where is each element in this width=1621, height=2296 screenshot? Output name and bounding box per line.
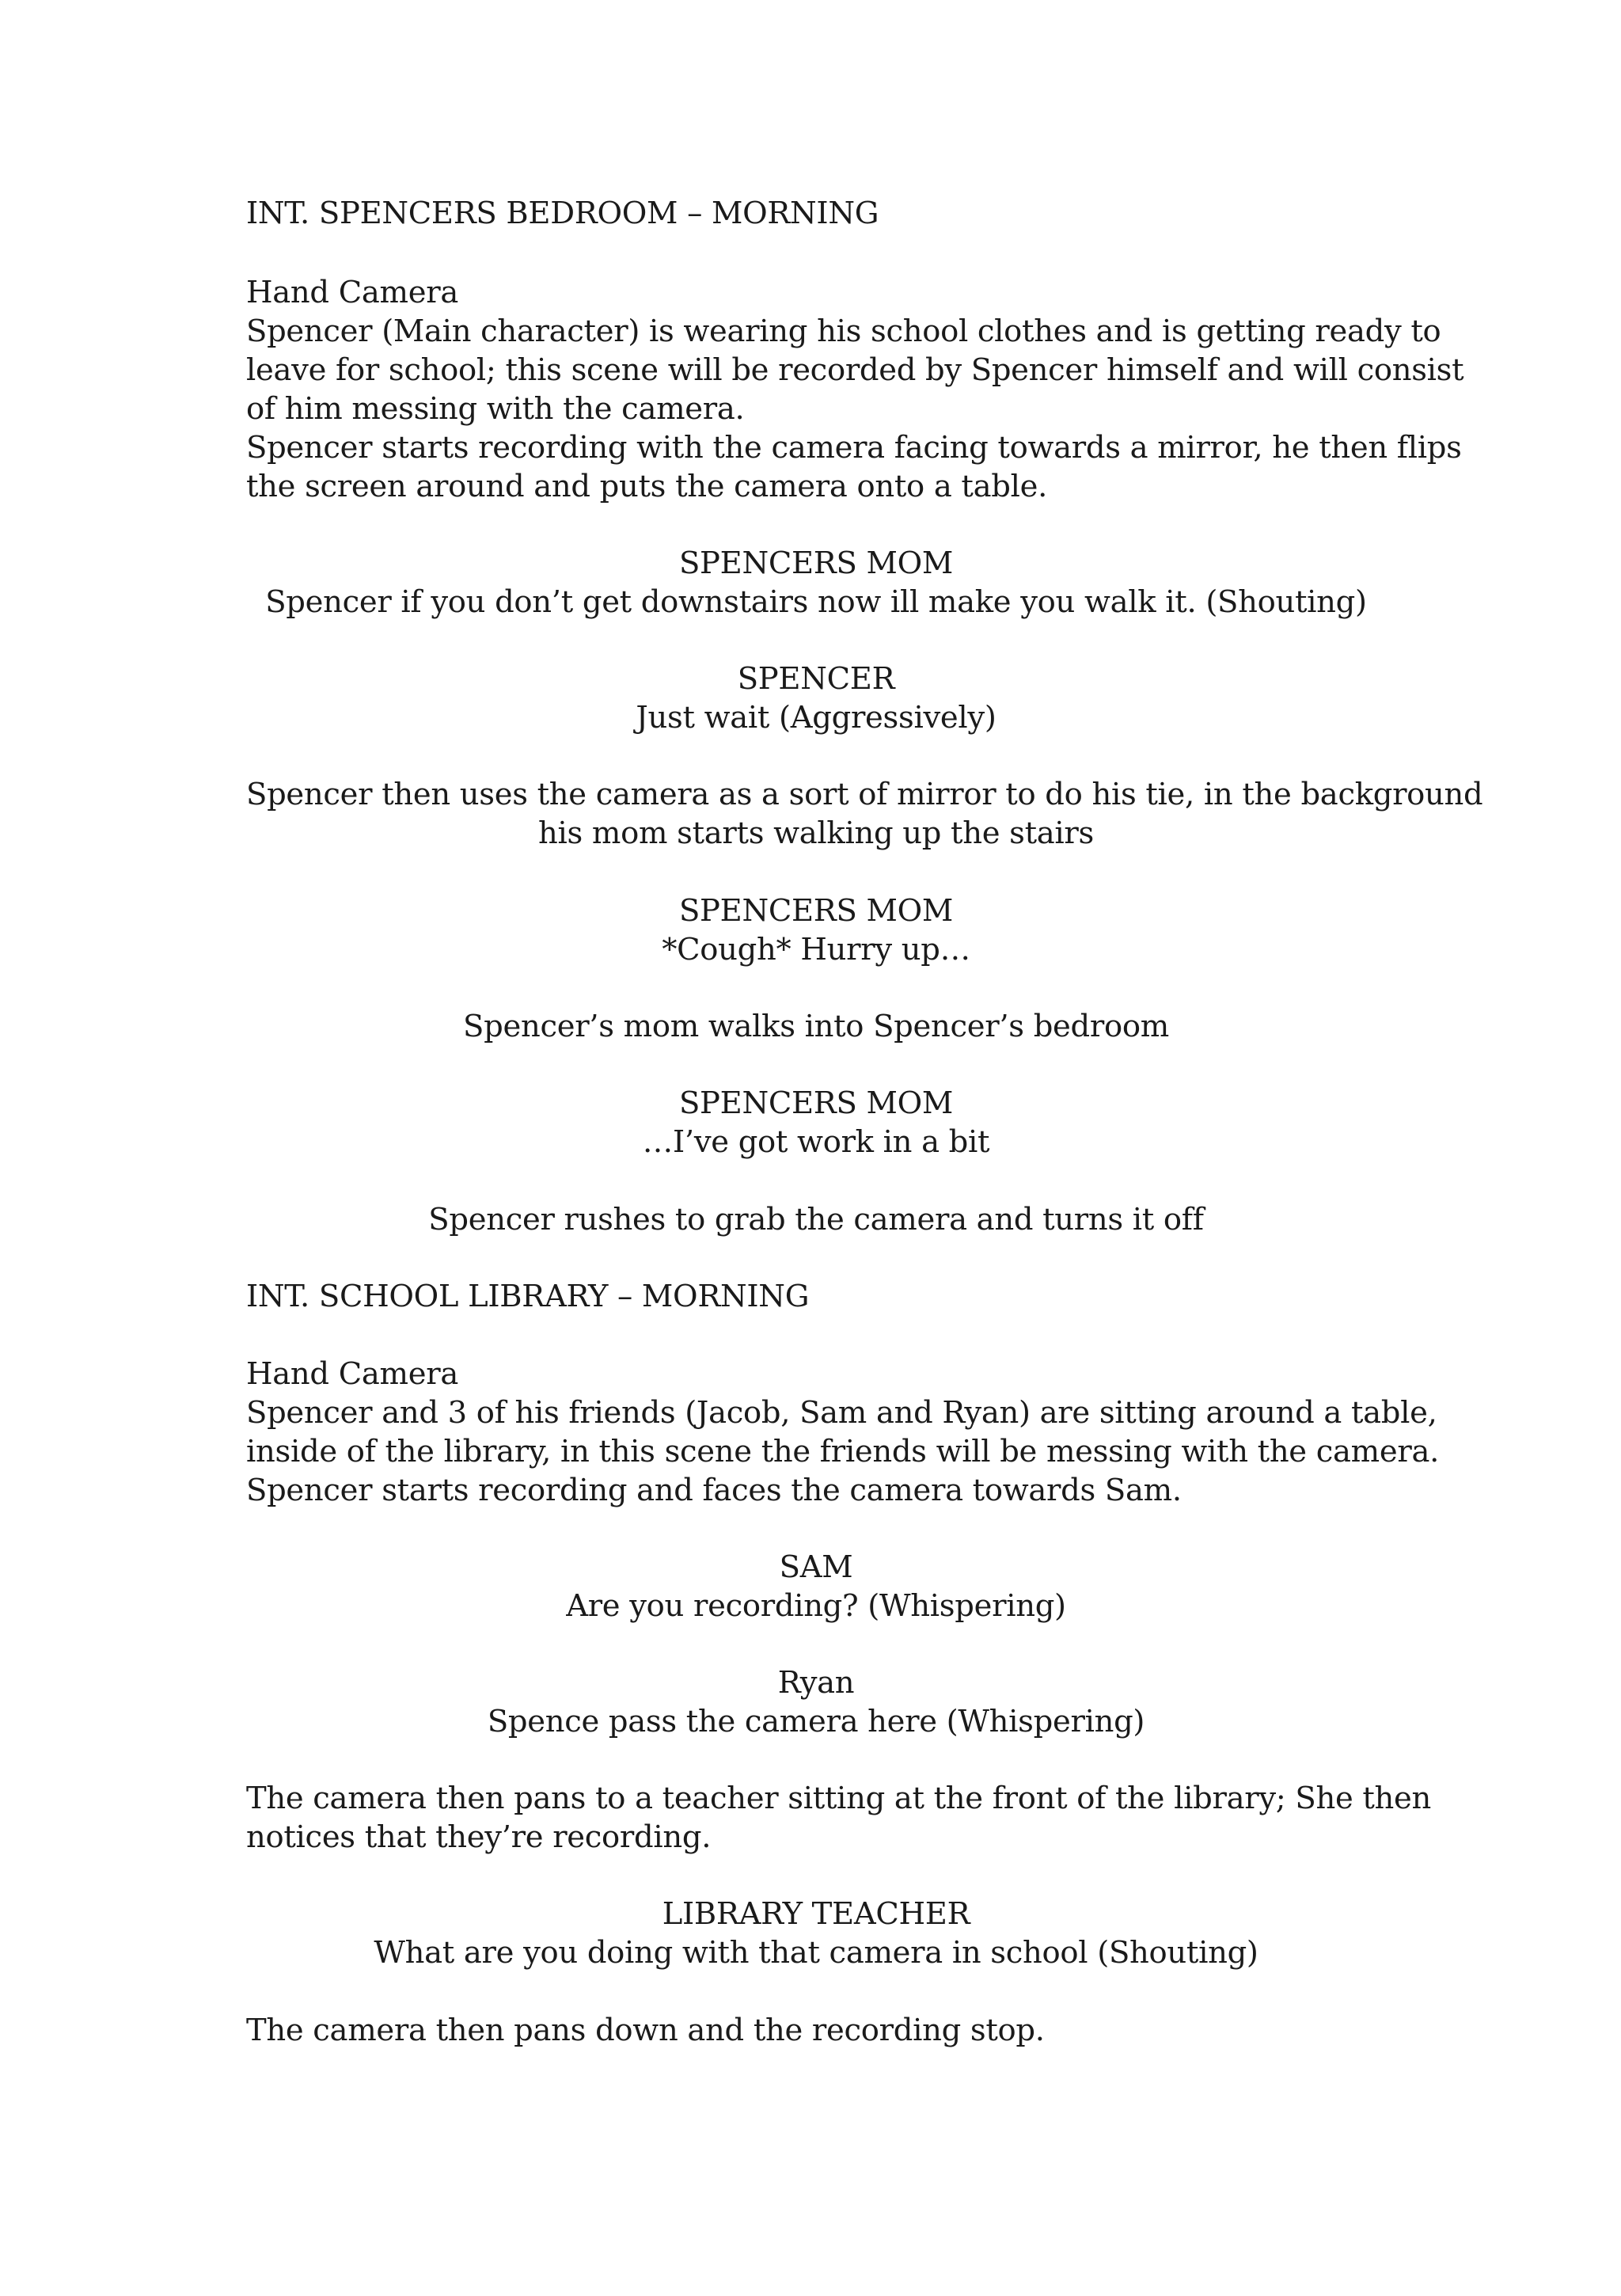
character-name: SPENCERS MOM [678,1085,954,1121]
character-name: SAM [779,1549,853,1585]
action-line: Spencer starts recording and faces the camera towards Sam. [246,1473,1182,1508]
dialogue-line: Are you recording? (Whispering) [566,1588,1066,1624]
dialogue-line: Spence pass the camera here (Whispering) [487,1704,1145,1739]
scene-heading: INT. SCHOOL LIBRARY – MORNING [246,1279,810,1314]
action-line: The camera then pans to a teacher sitting at the front of the library; She then [246,1781,1432,1816]
action-line: Spencer and 3 of his friends (Jacob, Sam and Ryan) are sitting around a table, [246,1395,1437,1431]
dialogue-line: Just wait (Aggressively) [636,700,997,736]
camera-note: Hand Camera [246,275,458,310]
character-name: SPENCERS MOM [678,893,954,929]
dialogue-line: *Cough* Hurry up… [662,932,970,967]
action-line: Spencer starts recording with the camera facing towards a mirror, he then flips [246,430,1462,466]
dialogue-line: …I’ve got work in a bit [642,1124,990,1160]
script-page [246,0,1483,2296]
action-line: the screen around and puts the camera onto a table. [246,469,1048,504]
dialogue-line: What are you doing with that camera in school (Shouting) [374,1935,1258,1971]
action-line: inside of the library, in this scene the friends will be messing with the camera. [246,1434,1440,1469]
action-line: Spencer then uses the camera as a sort of mirror to do his tie, in the background [246,777,1483,812]
camera-note: Hand Camera [246,1356,458,1392]
action-line: notices that they’re recording. [246,1819,712,1855]
character-name: SPENCER [737,661,895,697]
action-line: his mom starts walking up the stairs [538,815,1094,851]
action-line: Spencer’s mom walks into Spencer’s bedroom [463,1009,1169,1044]
character-name: LIBRARY TEACHER [662,1896,970,1932]
action-line: of him messing with the camera. [246,391,745,427]
character-name: SPENCERS MOM [678,545,954,581]
dialogue-line: Spencer if you don’t get downstairs now ill make you walk it. (Shouting) [265,584,1367,620]
action-line: The camera then pans down and the recording stop. [246,2013,1045,2048]
character-name: Ryan [777,1665,855,1701]
action-line: Spencer (Main character) is wearing his school clothes and is getting ready to [246,314,1441,349]
action-line: Spencer rushes to grab the camera and turns it off [428,1202,1204,1237]
scene-heading: INT. SPENCERS BEDROOM – MORNING [246,196,879,231]
action-line: leave for school; this scene will be recorded by Spencer himself and will consist [246,352,1464,388]
